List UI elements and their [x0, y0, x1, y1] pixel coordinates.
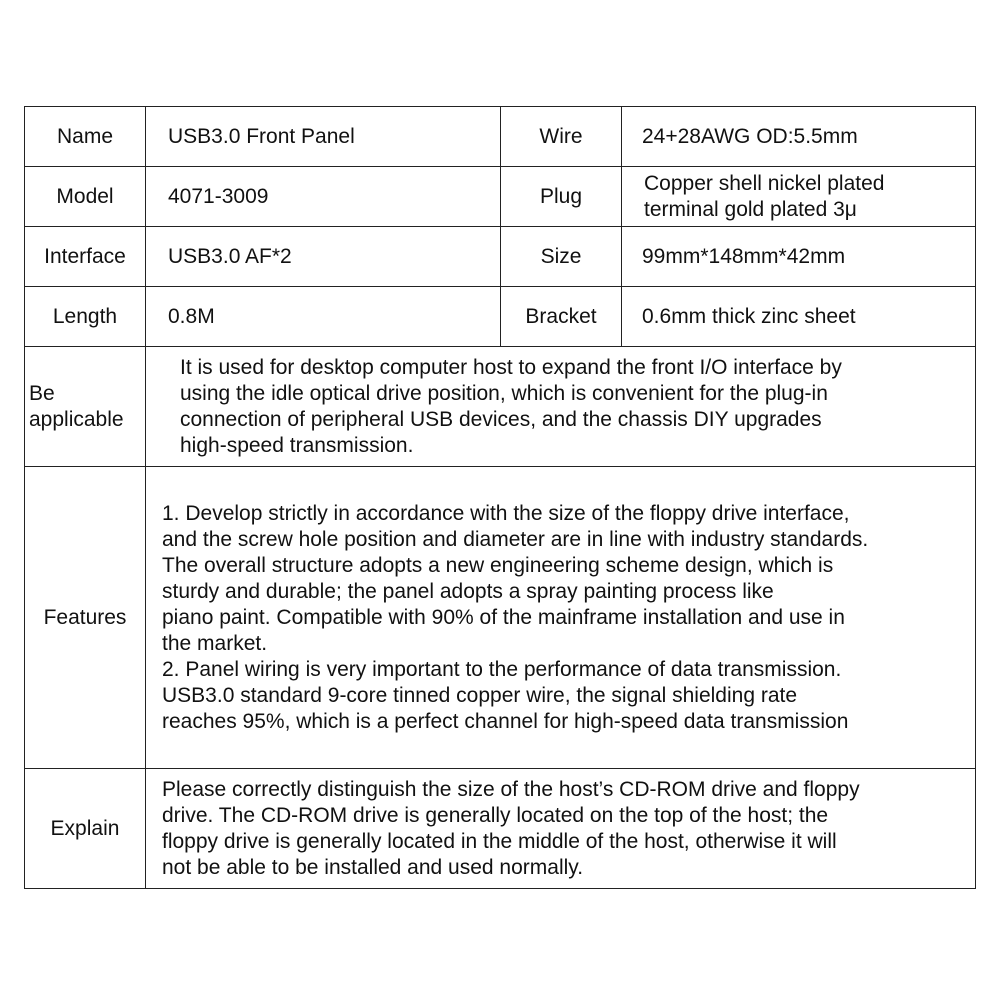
interface-value: USB3.0 AF*2	[146, 227, 501, 287]
explain-label: Explain	[25, 769, 146, 889]
bracket-value: 0.6mm thick zinc sheet	[622, 287, 976, 347]
size-label: Size	[501, 227, 622, 287]
plug-value: Copper shell nickel plated terminal gold plated 3μ	[622, 167, 976, 227]
length-label: Length	[25, 287, 146, 347]
table-row	[25, 227, 976, 287]
model-value: 4071-3009	[146, 167, 501, 227]
size-value: 99mm*148mm*42mm	[622, 227, 976, 287]
table-row	[25, 107, 976, 167]
applicable-label: Be applicable	[25, 347, 146, 467]
length-value: 0.8M	[146, 287, 501, 347]
table-row	[25, 167, 976, 227]
wire-value: 24+28AWG OD:5.5mm	[622, 107, 976, 167]
interface-label: Interface	[25, 227, 146, 287]
table-row	[25, 769, 976, 889]
features-label: Features	[25, 467, 146, 769]
table-row	[25, 287, 976, 347]
bracket-label: Bracket	[501, 287, 622, 347]
name-label: Name	[25, 107, 146, 167]
name-value: USB3.0 Front Panel	[146, 107, 501, 167]
applicable-text: It is used for desktop computer host to expand the front I/O interface by using the idle optical drive position, which is convenient for the plug-in connection of peripheral USB devices, and the chassis DIY upgrades high-speed transmission.	[146, 347, 976, 467]
model-label: Model	[25, 167, 146, 227]
wire-label: Wire	[501, 107, 622, 167]
features-text: 1. Develop strictly in accordance with the size of the floppy drive interface, and the screw hole position and diameter are in line with industry standards. The overall structure adopts a new engineering scheme design, which is sturdy and durable; the panel adopts a spray painting process like piano paint. Compatible with 90% of the mainframe installation and use in the market. 2. Panel wiring is very important to the performance of data transmission. USB3.0 standard 9-core tinned copper wire, the signal shielding rate reaches 95%, which is a perfect channel for high-speed data transmission	[146, 467, 976, 769]
spec-table	[24, 106, 976, 889]
table-row	[25, 347, 976, 467]
table-row	[25, 467, 976, 769]
explain-text: Please correctly distinguish the size of the host’s CD-ROM drive and floppy drive. The CD-ROM drive is generally located on the top of the host; the floppy drive is generally located in the middle of the host, otherwise it will not be able to be installed and used normally.	[146, 769, 976, 889]
plug-label: Plug	[501, 167, 622, 227]
